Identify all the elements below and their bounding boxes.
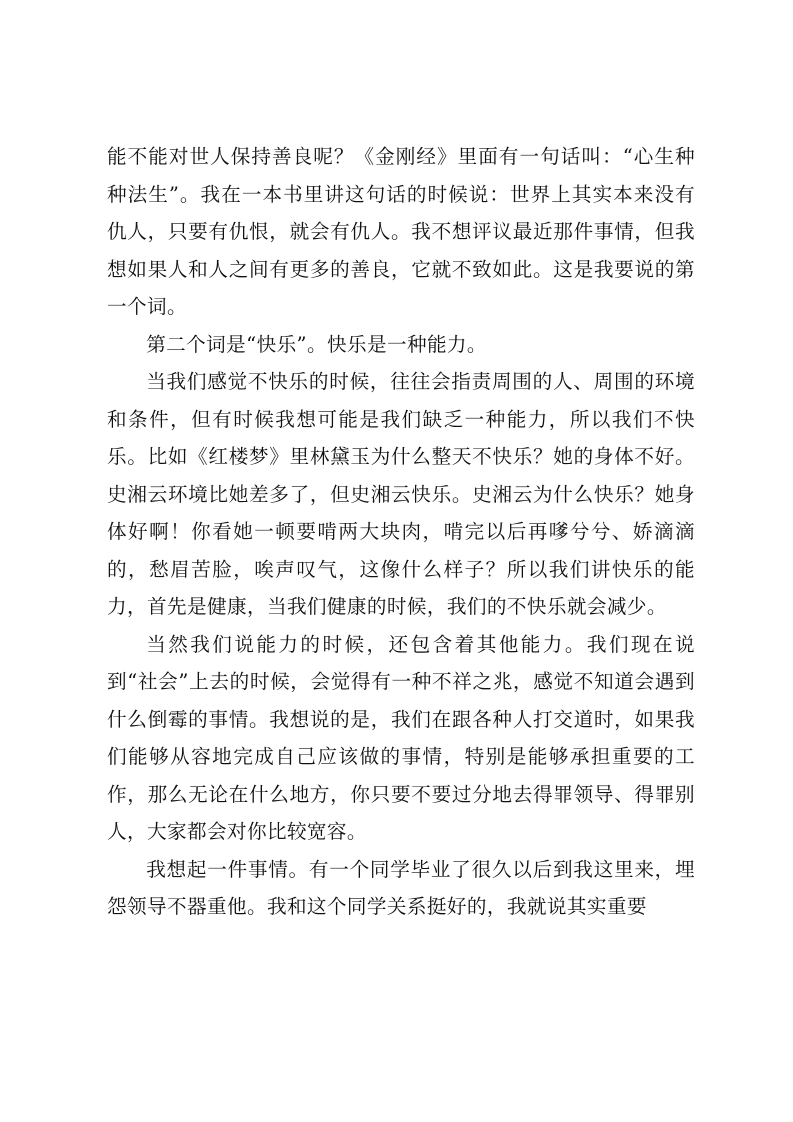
document-page <box>107 138 695 926</box>
paragraph-5: 我想起一件事情。有一个同学毕业了很久以后到我这里来，埋怨领导不器重他。我和这个同学关系挺好的，我就说其实重要 <box>107 857 695 918</box>
paragraph-2: 第二个词是“快乐”。快乐是一种能力。 <box>146 332 487 356</box>
paragraph-1: 能不能对世人保持善良呢？《金刚经》里面有一句话叫：“心生种种法生”。我在一本书里讲这句话的时候说：世界上其实本来没有仇人，只要有仇恨，就会有仇人。我不想评议最近那件事情，但我想如果人和人之间有更多的善良，它就不致如此。这是我要说的第一个词。 <box>107 145 695 318</box>
paragraph-4: 当然我们说能力的时候，还包含着其他能力。我们现在说到“社会”上去的时候，会觉得有一种不祥之兆，感觉不知道会遇到什么倒霉的事情。我想说的是，我们在跟各种人打交道时，如果我们能够从容地完成自己应该做的事情，特别是能够承担重要的工作，那么无论在什么地方，你只要不要过分地去得罪领导、得罪别人，大家都会对你比较宽容。 <box>107 632 695 843</box>
paragraph-3: 当我们感觉不快乐的时候，往往会指责周围的人、周围的环境和条件，但有时候我想可能是我们缺乏一种能力，所以我们不快乐。比如《红楼梦》里林黛玉为什么整天不快乐？她的身体不好。史湘云环境比她差多了，但史湘云快乐。史湘云为什么快乐？她身体好啊！你看她一顿要啃两大块肉，啃完以后再嗲兮兮、娇滴滴的，愁眉苦脸，唉声叹气，这像什么样子？所以我们讲快乐的能力，首先是健康，当我们健康的时候，我们的不快乐就会减少。 <box>107 370 695 618</box>
